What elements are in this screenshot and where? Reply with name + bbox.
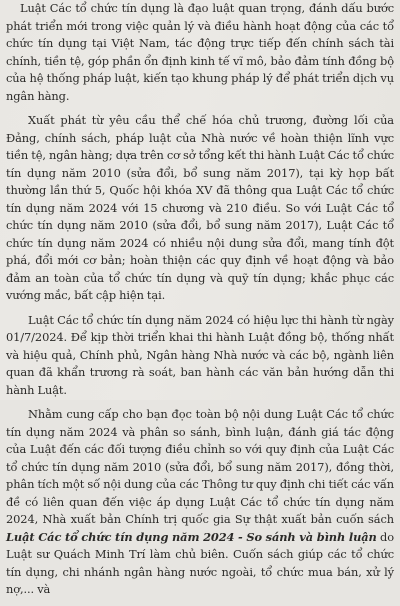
paragraph-4-text-before: Nhằm cung cấp cho bạn đọc toàn bộ nội dung Luật Các tổ chức tín dụng năm 2024 và phân so sánh, bình luận, đánh giá tác động của Luật đến các đối tượng điều chỉnh so với quy định của Luật Các tổ chức tín dụng năm 2010 (sửa đổi, bổ sung năm 2017), đồng thời, phân tích một số nội dung của các Thông tư quy định chi tiết các vấn đề có liên quan đến việc áp dụng Luật Các tổ chức tín dụng năm 2024, Nhà xuất bản Chính trị quốc gia Sự thật xuất bản cuốn sách xyxy=(6,407,394,526)
body-text xyxy=(6,0,394,606)
paragraph-1: Luật Các tổ chức tín dụng là đạo luật quan trọng, đánh dấu bước phát triển mới trong việc quản lý và điều hành hoạt động của các tổ chức tín dụng tại Việt Nam, tác động trực tiếp đến chính sách tài chính, tiền tệ, góp phần ổn định kinh tế vĩ mô, bảo đảm tính đồng bộ của hệ thống pháp luật, kiến tạo khung pháp lý để phát triển dịch vụ ngân hàng. xyxy=(6,1,394,103)
paragraph-4 xyxy=(6,406,394,599)
paragraph-4-text-after: do Luật sư Quách Minh Trí làm chủ biên. Cuốn sách giúp các tổ chức tín dụng, chi nhánh ngân hàng nước ngoài, tổ chức mua bán, xử lý nợ,... và xyxy=(6,529,394,596)
paragraph-3: Luật Các tổ chức tín dụng năm 2024 có hiệu lực thi hành từ ngày 01/7/2024. Để kịp thời triển khai thi hành Luật đồng bộ, thống nhất và hiệu quả, Chính phủ, Ngân hàng Nhà nước và các bộ, ngành liên quan đã khẩn trương rà soát, ban hành các văn bản hướng dẫn thi hành Luật. xyxy=(6,312,394,397)
paragraph-2: Xuất phát từ yêu cầu thể chế hóa chủ trương, đường lối của Đảng, chính sách, pháp luật của Nhà nước về hoàn thiện lĩnh vực tiền tệ, ngân hàng; dựa trên cơ sở tổng kết thi hành Luật Các tổ chức tín dụng năm 2010 (sửa đổi, bổ sung năm 2017), tại kỳ họp bất thường lần thứ 5, Quốc hội khóa XV đã thông qua Luật Các tổ chức tín dụng năm 2024 với 15 chương và 210 điều. So với Luật Các tổ chức tín dụng năm 2010 (sửa đổi, bổ sung năm 2017), Luật Các tổ chức tín dụng năm 2024 có nhiều nội dung sửa đổi, mang tính đột phá, đổi mới cơ bản; hoàn thiện các quy định về hoạt động và bảo đảm an toàn của tổ chức tín dụng và quỹ tín dụng; khắc phục các vướng mắc, bất cập hiện tại. xyxy=(6,113,394,302)
book-title-emphasis: Luật Các tổ chức tín dụng năm 2024 - So sánh và bình luận xyxy=(6,529,377,544)
